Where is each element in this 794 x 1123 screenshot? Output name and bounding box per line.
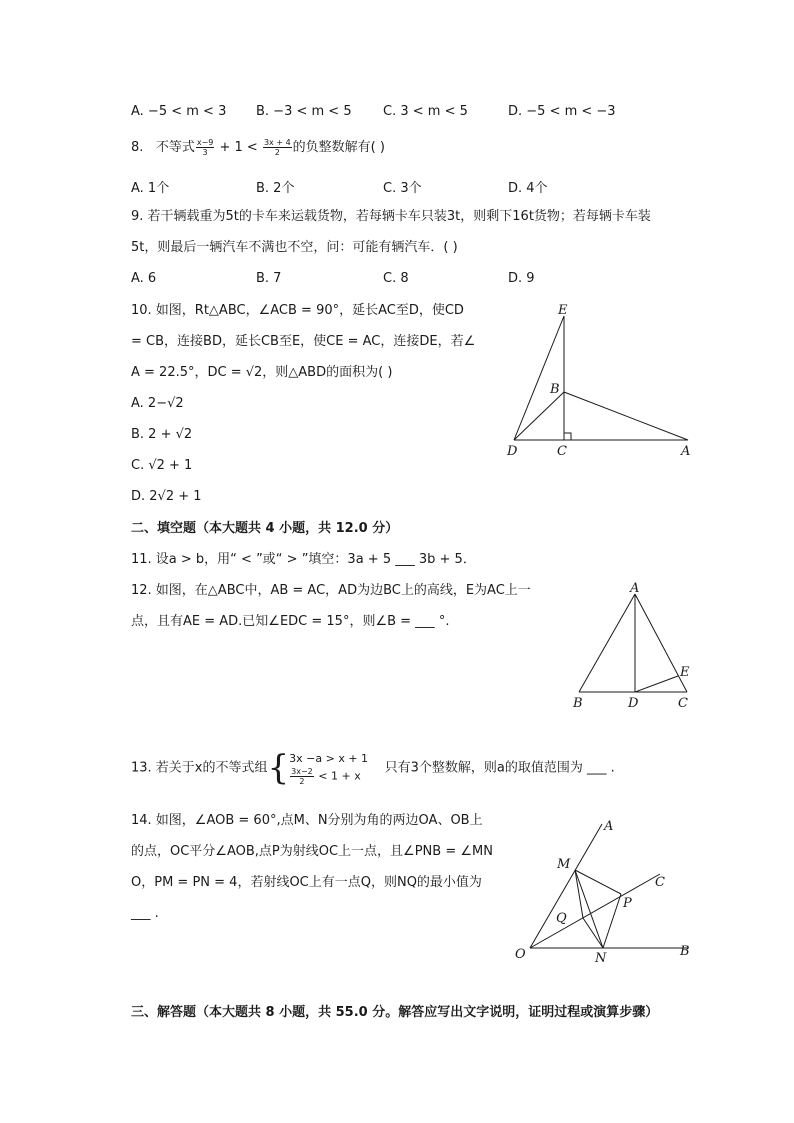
q10-label-e: E — [558, 303, 568, 318]
q7-option-c: C. 3 < m < 5 — [383, 104, 468, 119]
q8-frac2-num: 3x + 4 — [263, 138, 291, 147]
q8-frac1-den: 3 — [202, 148, 208, 157]
q9-option-b: B. 7 — [256, 271, 282, 286]
section-3-heading: 三、解答题（本大题共 8 小题，共 55.0 分。解答应写出文字说明，证明过程或演算步骤） — [131, 1005, 659, 1020]
q8-pre: 不等式 — [155, 140, 195, 155]
q8-number: 8. — [131, 140, 144, 155]
q14-line-4: ___ . — [131, 906, 159, 921]
q7-option-d: D. −5 < m < −3 — [508, 104, 616, 119]
q12-label-c: C — [678, 696, 688, 710]
q7-option-a: A. −5 < m < 3 — [131, 104, 227, 119]
q12-segment-ab — [579, 594, 635, 692]
q9-option-c: C. 8 — [383, 271, 409, 286]
q10-line-3: A = 22.5°，DC = √2，则△ABD的面积为( ) — [131, 365, 393, 380]
q13-system — [289, 751, 368, 786]
q12-segment-de — [635, 676, 678, 692]
q14-label-c: C — [655, 875, 665, 890]
q14-label-p: P — [623, 896, 632, 911]
q13-fraction — [290, 767, 314, 786]
q9-line-2: 5t，则最后一辆汽车不满也不空，问：可能有辆汽车．( ) — [131, 240, 458, 255]
q8-frac2-den: 2 — [274, 148, 280, 157]
q8-option-b: B. 2个 — [256, 181, 295, 196]
q10-option-c: C. √2 + 1 — [131, 458, 193, 473]
q7-option-b: B. −3 < m < 5 — [256, 104, 352, 119]
q11-stem: 11. 设a > b，用“ < ”或“ > ”填空：3a + 5 ___ 3b + 5． — [131, 552, 476, 567]
q13-post: 只有3个整数解，则a的取值范围为 ___ . — [384, 760, 615, 776]
q12-label-a: A — [630, 581, 640, 596]
q9-line-1: 9. 若干辆载重为5t的卡车来运载货物，若每辆卡车只装3t，则剩下16t货物；若每辆卡车装 — [131, 209, 651, 224]
q10-segment-db — [514, 392, 564, 440]
q13-row-1: 3x −a > x + 1 — [289, 751, 369, 765]
q13-brace: { — [267, 748, 290, 788]
q12-label-d: D — [628, 696, 639, 710]
q14-label-n: N — [595, 951, 607, 966]
q9-option-a: A. 6 — [131, 271, 157, 286]
q9-option-d: D. 9 — [508, 271, 535, 286]
q12-figure — [565, 580, 705, 710]
q10-segment-de — [514, 316, 564, 440]
q12-label-b: B — [573, 696, 583, 710]
q8-option-c: C. 3个 — [383, 181, 422, 196]
q10-line-2: = CB，连接BD，延长CB至E，使CE = AC，连接DE，若∠ — [131, 334, 476, 349]
q10-segment-ba — [564, 392, 688, 440]
q10-option-a: A. 2−√2 — [131, 396, 184, 411]
q13-stem — [131, 748, 615, 789]
q14-label-b: B — [680, 944, 690, 959]
q10-label-a: A — [681, 444, 691, 459]
q14-segment-pn — [603, 894, 621, 948]
q10-figure — [500, 300, 710, 465]
q14-line-3: O，PM = PN = 4，若射线OC上有一点Q，则NQ的最小值为 — [131, 875, 482, 890]
q13-frac-num: 3x−2 — [291, 766, 313, 776]
q8-fraction-1 — [196, 138, 215, 157]
q14-label-o: O — [515, 947, 526, 962]
q10-label-b: B — [550, 382, 560, 397]
q10-label-c: C — [557, 444, 567, 459]
q14-label-q: Q — [556, 911, 567, 926]
q13-row-2 — [289, 767, 368, 786]
q8-option-d: D. 4个 — [508, 181, 548, 196]
q8-mid: + 1 < — [219, 140, 258, 155]
q10-option-b: B. 2 + √2 — [131, 427, 193, 442]
q14-label-m: M — [557, 857, 571, 872]
q14-label-a: A — [604, 819, 614, 834]
q13-pre: 13. 若关于x的不等式组 — [131, 760, 268, 776]
q8-post: 的负整数解有( ) — [292, 140, 385, 155]
q8-stem — [131, 138, 385, 157]
q8-option-a: A. 1个 — [131, 181, 170, 196]
q13-frac-den: 2 — [299, 776, 305, 786]
q13-row-2-rest: < 1 + x — [318, 769, 361, 782]
q12-label-e: E — [680, 665, 690, 680]
q8-frac1-num: x−9 — [196, 138, 214, 147]
q10-right-angle-mark — [564, 433, 571, 440]
q12-line-2: 点，且有AE = AD.已知∠EDC = 15°，则∠B = ___ °. — [131, 614, 450, 629]
q8-fraction-2 — [263, 138, 292, 157]
q10-line-1: 10. 如图，Rt△ABC，∠ACB = 90°，延长AC至D，使CD — [131, 303, 464, 318]
q14-segment-mq — [575, 870, 583, 918]
q14-line-2: 的点，OC平分∠AOB,点P为射线OC上一点，且∠PNB = ∠MN — [131, 844, 493, 859]
q10-option-d: D. 2√2 + 1 — [131, 489, 202, 504]
section-2-heading: 二、填空题（本大题共 4 小题，共 12.0 分） — [131, 521, 399, 536]
q14-figure — [505, 810, 705, 970]
q10-label-d: D — [507, 444, 518, 459]
q12-line-1: 12. 如图，在△ABC中，AB = AC，AD为边BC上的高线，E为AC上一 — [131, 583, 531, 598]
q14-segment-qn — [583, 918, 603, 948]
q14-line-1: 14. 如图，∠AOB = 60°,点M、N分别为角的两边OA、OB上 — [131, 813, 483, 828]
